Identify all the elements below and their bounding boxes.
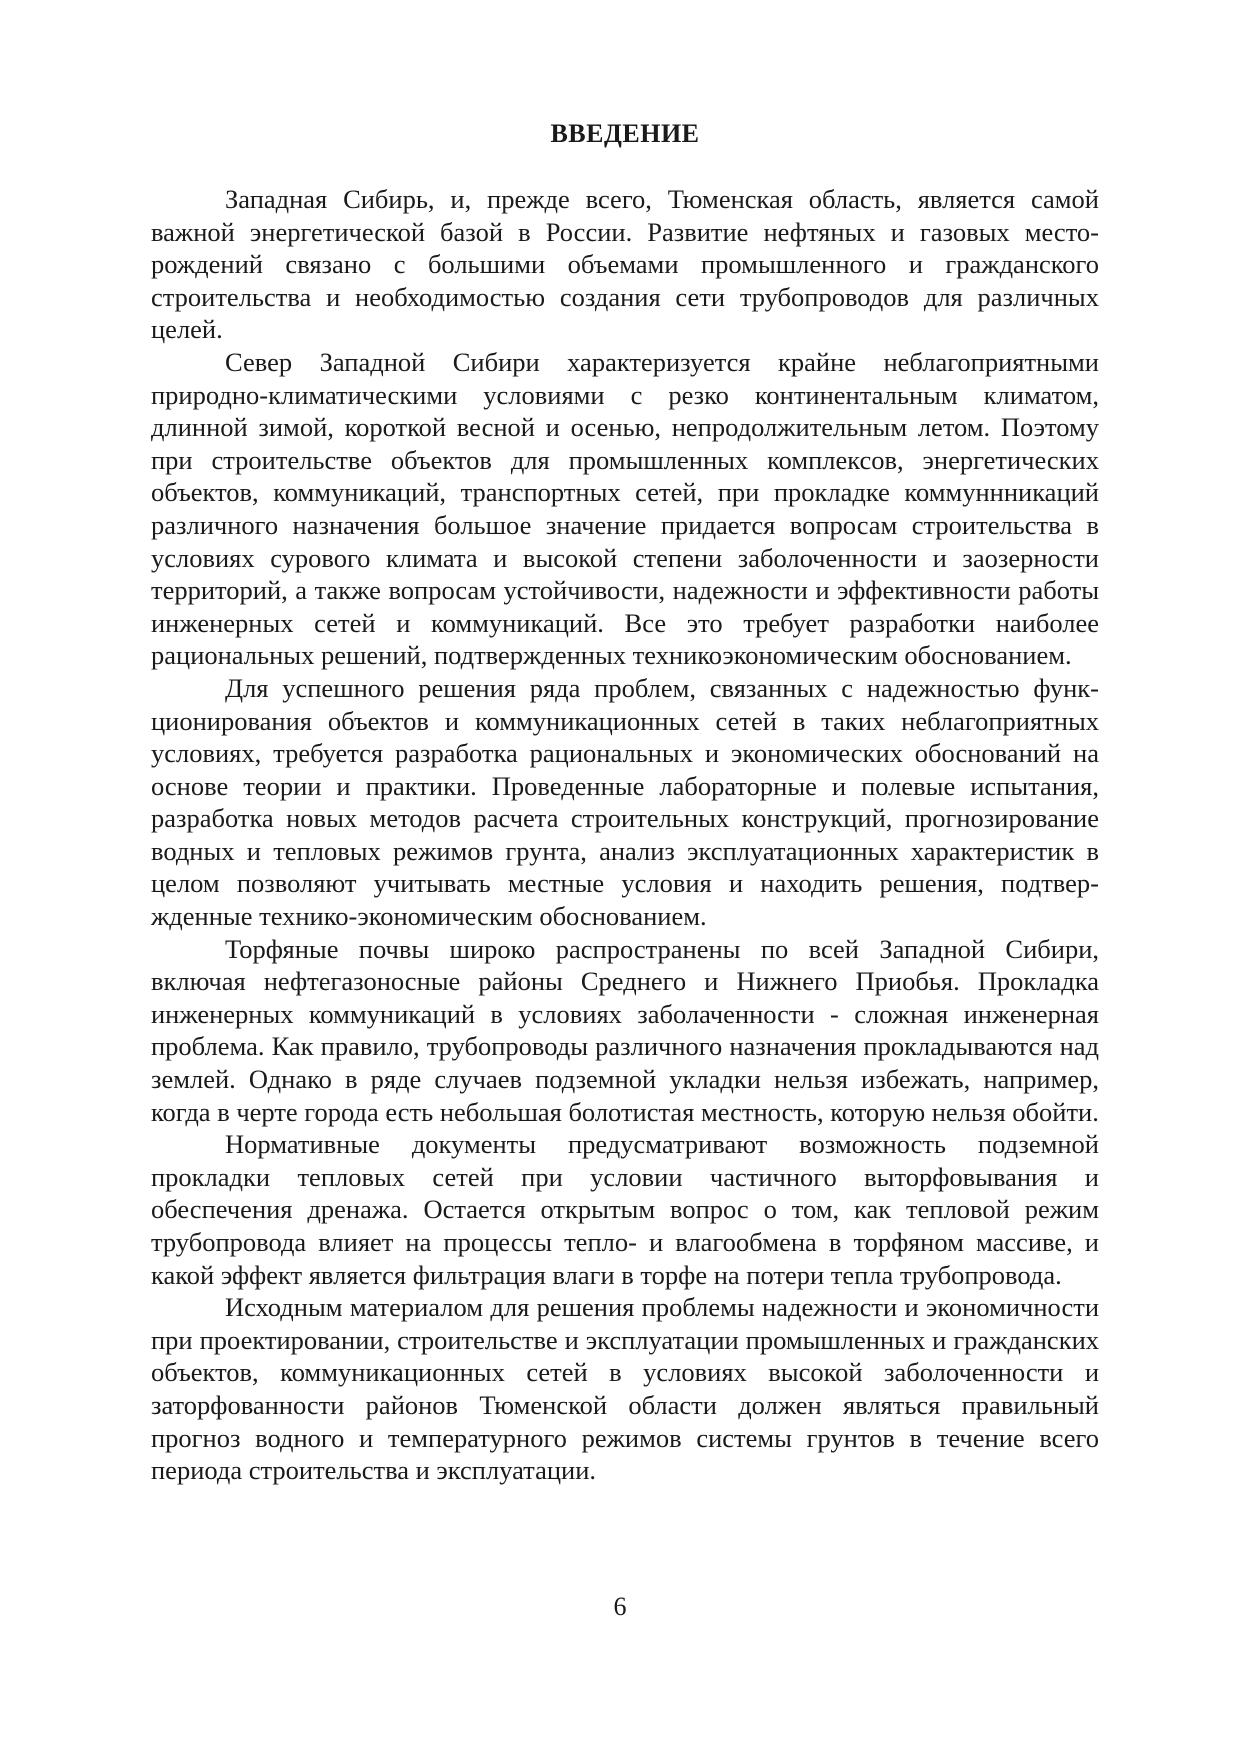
paragraph-2: Север Западной Сибири характеризуется крайне неблагоприятными природно-климатическими условиями с резко континентальным климатом, длинной зимой, короткой весной и осенью, непродолжительным летом. Поэтому при строительстве объектов для промышленных комплексов, энергетических объектов, коммуникаций, транспортных сетей, при прокладке коммуннникаций различного назначения большое значение придается вопросам строительства в условиях сурового климата и высокой степени заболоченности и заозерности территорий, а также вопросам устойчивости, надежности и эффективности работы инженерных сетей и коммуникаций. Все это требует разработки наиболее рациональных решений, подтвержденных техникоэкономическим обоснованием. [151, 346, 1099, 671]
paragraph-5: Нормативные документы предусматривают возможность подземной прокладки тепловых сетей при условии частичного выторфовывания и обеспечения дренажа. Остается открытым вопрос о том, как тепловой режим трубопровода влияет на процессы тепло- и влагообмена в торфяном массиве, и какой эффект является фильтрация влаги в торфе на потери тепла трубопровода. [151, 1129, 1099, 1290]
paragraph-6: Исходным материалом для решения проблемы надежности и экономичности при проектировании, строительстве и эксплуатации промышленных и гражданских объектов, коммуникационных сетей в условиях высокой заболоченности и заторфованности районов Тюменской области должен являться правильный прогноз водного и температурного режимов системы грунтов в течение всего периода строительства и эксплуатации. [151, 1292, 1099, 1486]
page-heading: ВВЕДЕНИЕ [550, 119, 700, 148]
paragraph-3: Для успешного решения ряда проблем, связанных с надежностью функционирования объектов и коммуникационных сетей в таких неблагоприятных условиях, требуется разработка рациональных и экономических обоснований на основе теории и практики. Проведенные лабораторные и полевые испытания, разработка новых методов расчета строительных конструкций, прогнозирование водных и тепловых режимов грунта, анализ эксплуатационных характеристик в целом позволяют учитывать местные условия и находить решения, подтвержденные технико-экономическим обоснованием. [151, 672, 1099, 932]
page-number: 6 [613, 1592, 627, 1621]
paragraph-1: Западная Сибирь, и, прежде всего, Тюменская область, является самой важной энергетической базой в России. Развитие нефтяных и газовых месторождений связано с большими объемами промышленного и гражданского строительства и необходимостью создания сети трубопроводов для различных целей. [151, 184, 1099, 345]
document-page [151, 108, 1099, 1487]
paragraph-4: Торфяные почвы широко распространены по всей Западной Сибири, включая нефтегазоносные районы Среднего и Нижнего Приобья. Прокладка инженерных коммуникаций в условиях заболаченности - сложная инженерная проблема. Как правило, трубопроводы различного назначения прокладываются над землей. Однако в ряде случаев подземной укладки нельзя избежать, например, когда в черте города есть небольшая болотистая местность, которую нельзя обойти. [151, 933, 1099, 1127]
